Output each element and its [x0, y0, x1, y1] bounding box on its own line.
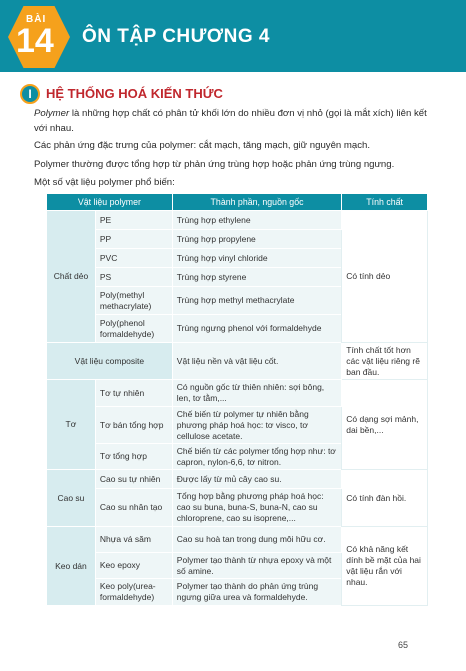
property-cell: Có tính dẻo [342, 211, 428, 343]
header-origin: Thành phần, nguồn gốc [172, 194, 341, 211]
lesson-number: 14 [16, 22, 54, 60]
material-origin: Cao su hoà tan trong dung môi hữu cơ. [172, 527, 341, 553]
category-cell: Keo dán [47, 527, 96, 606]
material-name: Keo poly(urea-formaldehyde) [95, 579, 172, 606]
material-origin: Trùng hợp propylene [172, 230, 341, 249]
material-origin: Trùng hợp styrene [172, 268, 341, 287]
material-name: PE [95, 211, 172, 230]
table-row [47, 211, 428, 230]
material-name: Cao su tự nhiên [95, 470, 172, 489]
material-origin: Trùng hợp methyl methacrylate [172, 287, 341, 315]
material-name: PP [95, 230, 172, 249]
section-title: HỆ THỐNG HOÁ KIẾN THỨC [46, 86, 223, 101]
property-cell: Có dạng sợi mảnh, dai bền,... [342, 380, 428, 470]
paragraph-reactions: Các phản ứng đặc trưng của polymer: cắt mạch, tăng mạch, giữ nguyên mạch. [34, 140, 371, 151]
material-name: Nhựa vá săm [95, 527, 172, 553]
section-number-badge: I [20, 84, 40, 104]
material-name: PVC [95, 249, 172, 268]
property-cell: Tính chất tốt hơn các vật liệu riêng rẽ ban đầu. [342, 343, 428, 380]
material-origin: Polymer tạo thành do phản ứng trùng ngưng giữa urea và formaldehyde. [172, 579, 341, 606]
property-cell: Có khả năng kết dính bề mặt của hai vật liệu rắn với nhau. [342, 527, 428, 606]
material-origin: Chế biến từ các polymer tổng hợp như: tơ capron, nylon-6,6, tơ nitron. [172, 444, 341, 470]
polymer-definition-text: là những hợp chất có phân tử khối lớn do nhiều đơn vị nhỏ (gọi là mắt xích) liên kết với nhau. [34, 108, 427, 134]
material-origin: Tổng hợp bằng phương pháp hoá học: cao su buna, buna-S, buna-N, cao su chloroprene, cao su isoprene,... [172, 489, 341, 527]
table-row [47, 343, 428, 380]
material-origin: Trùng hợp vinyl chloride [172, 249, 341, 268]
table-row [47, 527, 428, 553]
category-cell: Tơ [47, 380, 96, 470]
page-number: 65 [398, 640, 409, 650]
paragraph-polymer-definition [34, 106, 434, 136]
category-cell: Cao su [47, 470, 96, 527]
material-name: Cao su nhân tạo [95, 489, 172, 527]
category-cell: Vật liệu composite [47, 343, 173, 380]
material-origin: Chế biến từ polymer tự nhiên bằng phương pháp hoá học: tơ visco, tơ cellulose acetate. [172, 407, 341, 444]
table-row [47, 470, 428, 489]
material-name: Keo epoxy [95, 553, 172, 579]
paragraph-materials-intro: Một số vật liệu polymer phổ biến: [34, 177, 175, 188]
material-origin: Polymer tạo thành từ nhựa epoxy và một số amine. [172, 553, 341, 579]
material-name: Tơ bán tổng hợp [95, 407, 172, 444]
material-origin: Vật liệu nền và vật liệu cốt. [172, 343, 341, 380]
table-header-row [47, 194, 428, 211]
material-origin: Được lấy từ mủ cây cao su. [172, 470, 341, 489]
material-name: Poly(phenol formaldehyde) [95, 315, 172, 343]
header-material: Vật liệu polymer [47, 194, 173, 211]
table-row [47, 380, 428, 407]
material-name: Poly(methyl methacrylate) [95, 287, 172, 315]
paragraph-synthesis: Polymer thường được tổng hợp từ phản ứng trùng hợp hoặc phản ứng trùng ngưng. [34, 159, 395, 170]
material-name: PS [95, 268, 172, 287]
property-cell: Có tính đàn hồi. [342, 470, 428, 527]
page-title: ÔN TẬP CHƯƠNG 4 [82, 26, 270, 47]
category-cell: Chất dẻo [47, 211, 96, 343]
material-name: Tơ tổng hợp [95, 444, 172, 470]
material-origin: Trùng hợp ethylene [172, 211, 341, 230]
material-name: Tơ tự nhiên [95, 380, 172, 407]
material-origin: Có nguồn gốc từ thiên nhiên: sợi bông, len, tơ tằm,... [172, 380, 341, 407]
polymer-materials-table [46, 193, 428, 606]
polymer-term: Polymer [34, 108, 70, 119]
lesson-label: BÀI [26, 14, 47, 25]
header-property: Tính chất [342, 194, 428, 211]
material-origin: Trùng ngưng phenol với formaldehyde [172, 315, 341, 343]
